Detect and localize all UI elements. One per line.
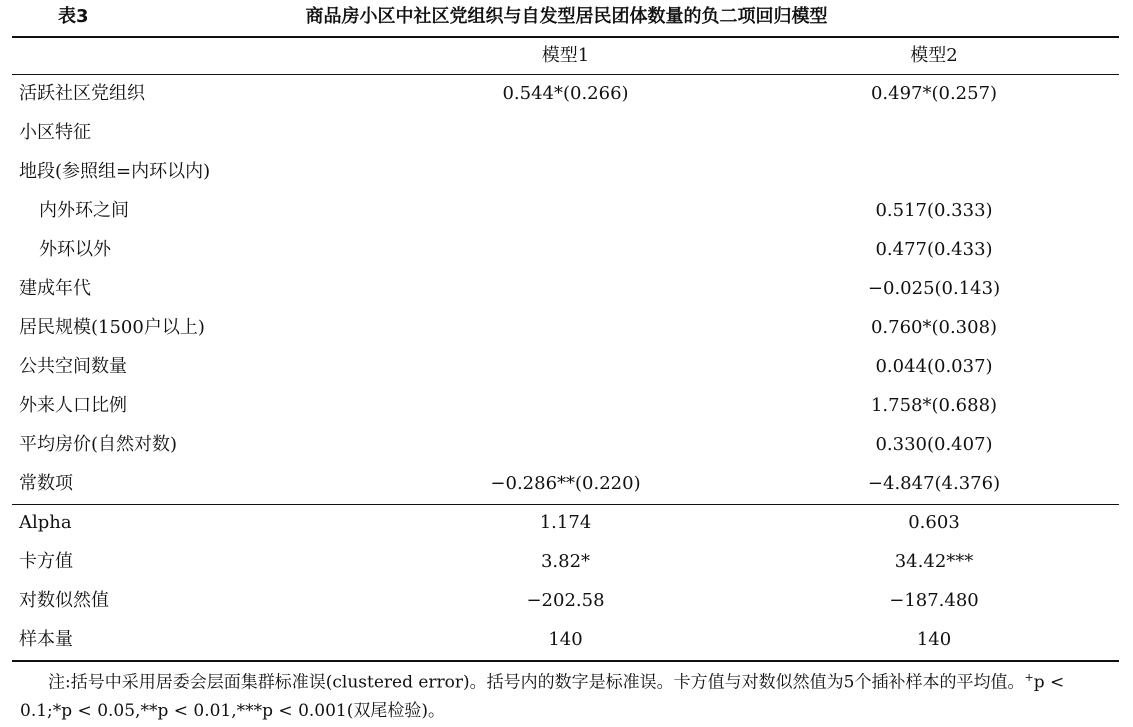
row-model2-value: 0.517(0.333): [875, 200, 993, 221]
row-label: 内外环之间: [39, 200, 129, 221]
row-model1-value: [382, 425, 749, 464]
row-model2-value: 0.760*(0.308): [870, 317, 998, 338]
row-model1-value: −0.286**(0.220): [490, 473, 641, 494]
bottom-rule: [12, 660, 1119, 662]
note-text-2: p < 0.1;*p < 0.05,**p < 0.01,***p < 0.001(双尾检验)。: [20, 672, 1065, 721]
row-label: 样本量: [19, 629, 73, 650]
header-cell-model1: 模型1: [541, 45, 590, 66]
row-model2-value: [749, 113, 1119, 152]
coefficient-rows: [12, 74, 1119, 503]
table-row: [12, 542, 1119, 581]
row-model2-value: 140: [916, 629, 952, 650]
table-caption: [18, 4, 1115, 30]
row-label: 居民规模(1500户以上): [19, 317, 205, 338]
table-row: [12, 230, 1119, 269]
row-model1-value: −202.58: [526, 590, 605, 611]
table-row: [12, 152, 1119, 191]
table-row: [12, 581, 1119, 620]
row-model1-value: [382, 308, 749, 347]
row-model1-value: [382, 152, 749, 191]
row-model2-value: 0.330(0.407): [875, 434, 993, 455]
note-plus-sign: +: [1024, 671, 1034, 684]
table-note: [20, 664, 1120, 725]
row-label: 常数项: [19, 473, 73, 494]
table-number: 表3: [58, 6, 89, 27]
table-row: [12, 191, 1119, 230]
row-model1-value: [382, 113, 749, 152]
row-model1-value: 140: [548, 629, 583, 650]
table-row: [12, 74, 1119, 113]
row-label: 外来人口比例: [19, 395, 127, 416]
table-row: [12, 308, 1119, 347]
regression-table: [12, 38, 1119, 659]
row-model1-value: [382, 386, 749, 425]
table-row: [12, 269, 1119, 308]
row-model2-value: −187.480: [889, 590, 979, 611]
table-title: 商品房小区中社区党组织与自发型居民团体数量的负二项回归模型: [305, 6, 828, 27]
table-row: [12, 113, 1119, 152]
row-label: 地段(参照组=内环以内): [19, 161, 211, 182]
row-model1-value: [382, 347, 749, 386]
statistics-rows: [12, 503, 1119, 659]
row-label: 外环以外: [39, 239, 111, 260]
table-row: [12, 347, 1119, 386]
row-model1-value: [382, 269, 749, 308]
row-model1-value: [382, 191, 749, 230]
row-label: 平均房价(自然对数): [19, 434, 178, 455]
row-label: 小区特征: [19, 122, 91, 143]
row-model2-value: 0.477(0.433): [875, 239, 993, 260]
table-row: [12, 503, 1119, 542]
table-row: [12, 386, 1119, 425]
row-model1-value: [382, 230, 749, 269]
row-label: 建成年代: [19, 278, 91, 299]
note-text-1: 注:括号中采用居委会层面集群标准误(clustered error)。括号内的数字是标准误。卡方值与对数似然值为5个插补样本的平均值。: [48, 672, 1025, 693]
row-label: 公共空间数量: [19, 356, 127, 377]
row-model2-value: 0.044(0.037): [875, 356, 993, 377]
header-cell-model2: 模型2: [910, 45, 958, 66]
row-model2-value: 34.42***: [894, 551, 974, 572]
table-row: [12, 620, 1119, 659]
row-label: 卡方值: [19, 551, 73, 572]
table-row: [12, 425, 1119, 464]
table-row: [12, 464, 1119, 503]
row-model2-value: 0.497*(0.257): [870, 83, 998, 104]
header-cell-label: [12, 38, 382, 74]
row-model1-value: 1.174: [539, 512, 592, 533]
row-label: 活跃社区党组织: [19, 83, 145, 104]
row-model2-value: −0.025(0.143): [867, 278, 1001, 299]
row-model2-value: 0.603: [908, 512, 960, 533]
row-model2-value: 1.758*(0.688): [870, 395, 998, 416]
row-model1-value: 0.544*(0.266): [502, 83, 629, 104]
row-model2-value: −4.847(4.376): [867, 473, 1001, 494]
row-label: Alpha: [19, 512, 72, 533]
row-model2-value: [749, 152, 1119, 191]
row-label: 对数似然值: [19, 590, 109, 611]
header-row: [12, 38, 1119, 74]
row-model1-value: 3.82*: [540, 551, 591, 572]
